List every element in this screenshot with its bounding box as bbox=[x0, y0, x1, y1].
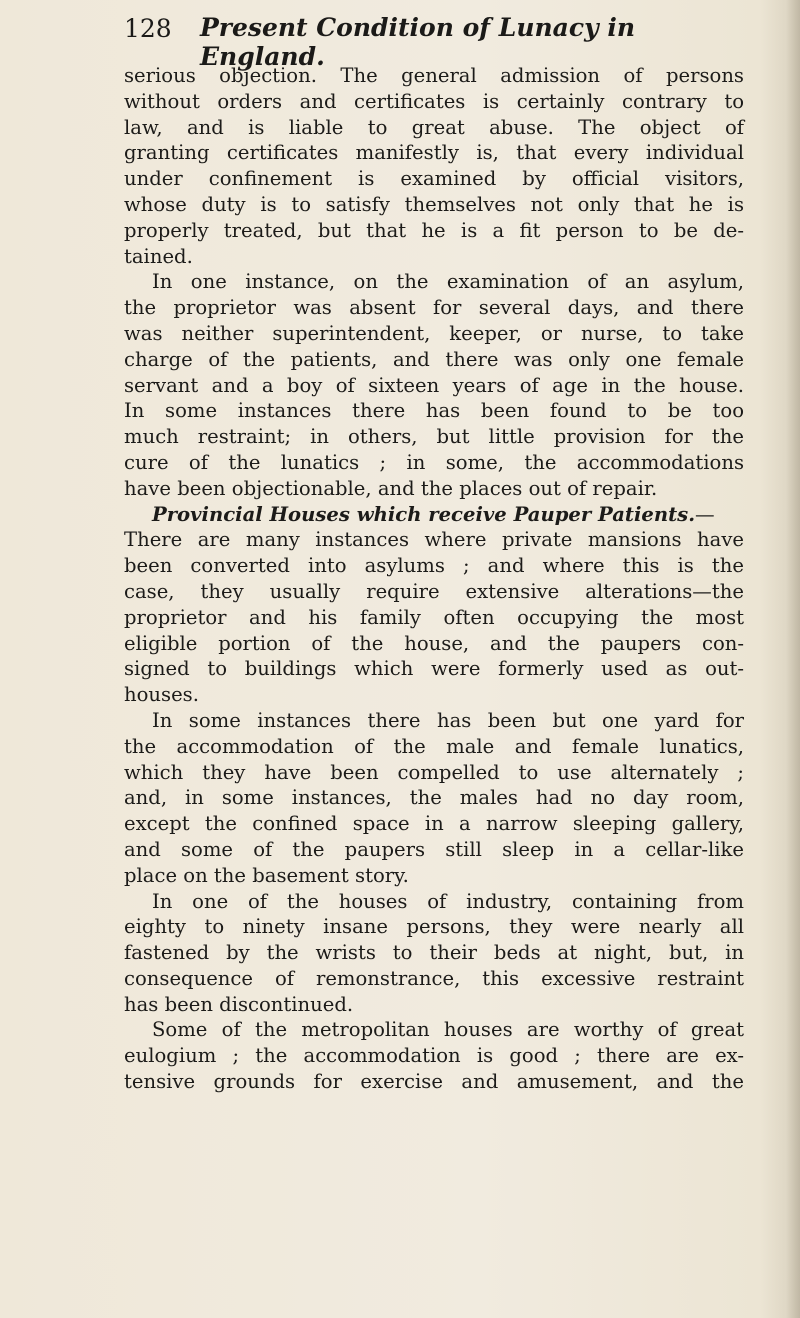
line-text: proprietor and his family often occupying the most bbox=[124, 605, 744, 629]
line-text: much restraint; in others, but little provision for the bbox=[124, 425, 744, 449]
text-line bbox=[124, 734, 744, 760]
text-line bbox=[124, 244, 744, 270]
text-line bbox=[124, 295, 744, 321]
text-line bbox=[124, 347, 744, 373]
text-line bbox=[124, 682, 744, 708]
line-text: eighty to ninety insane persons, they were nearly all bbox=[124, 915, 744, 939]
line-text: without orders and certificates is certainly contrary to bbox=[124, 89, 744, 113]
text-line bbox=[124, 863, 744, 889]
line-text: consequence of remonstrance, this excessive restraint bbox=[124, 966, 744, 990]
line-text: houses. bbox=[124, 683, 199, 707]
line-text: the accommodation of the male and female lunatics, bbox=[124, 734, 744, 758]
page-edge-shadow bbox=[786, 0, 800, 1318]
text-line bbox=[124, 166, 744, 192]
line-text: place on the basement story. bbox=[124, 863, 409, 887]
text-line bbox=[124, 992, 744, 1018]
text-line bbox=[124, 140, 744, 166]
text-line bbox=[124, 476, 744, 502]
page-header bbox=[124, 8, 744, 71]
text-line bbox=[124, 656, 744, 682]
line-text: eligible portion of the house, and the paupers con- bbox=[124, 631, 744, 655]
line-text: serious objection. The general admission of persons bbox=[124, 64, 744, 87]
text-line bbox=[124, 63, 744, 89]
line-text: cure of the lunatics ; in some, the accommodations bbox=[124, 450, 744, 474]
line-text: Some of the metropolitan houses are worthy of great bbox=[152, 1018, 744, 1042]
line-text: eulogium ; the accommodation is good ; there are ex- bbox=[124, 1044, 744, 1068]
line-text: There are many instances where private mansions have bbox=[124, 528, 744, 552]
line-text: properly treated, but that he is a fit person to be de- bbox=[124, 218, 744, 242]
text-line bbox=[124, 502, 744, 528]
text-line bbox=[124, 940, 744, 966]
line-text: granting certificates manifestly is, that every individual bbox=[124, 141, 744, 165]
line-text: been converted into asylums ; and where this is the bbox=[124, 554, 744, 578]
line-text: has been discontinued. bbox=[124, 992, 354, 1016]
line-text: the proprietor was absent for several days, and there bbox=[124, 296, 744, 320]
text-line bbox=[124, 321, 744, 347]
line-text: whose duty is to satisfy themselves not only that he is bbox=[124, 192, 744, 216]
line-text: In some instances there has been but one yard for bbox=[152, 708, 744, 732]
line-text: except the confined space in a narrow sleeping gallery, bbox=[124, 812, 744, 836]
line-text: was neither superintendent, keeper, or nurse, to take bbox=[124, 321, 744, 345]
text-line bbox=[124, 450, 744, 476]
text-line bbox=[124, 115, 744, 141]
text-line bbox=[124, 553, 744, 579]
text-line bbox=[124, 1069, 744, 1095]
page-number: 128 bbox=[124, 14, 172, 43]
line-text: and some of the paupers still sleep in a cellar-like bbox=[124, 837, 744, 861]
line-text: law, and is liable to great abuse. The object of bbox=[124, 115, 744, 139]
line-text: have been objectionable, and the places out of repair. bbox=[124, 476, 658, 500]
text-line bbox=[124, 889, 744, 915]
line-text: tensive grounds for exercise and amusement, and the bbox=[124, 1070, 744, 1094]
text-line bbox=[124, 579, 744, 605]
line-text: signed to buildings which were formerly used as out- bbox=[124, 657, 744, 681]
text-line bbox=[124, 914, 744, 940]
text-line bbox=[124, 785, 744, 811]
section-heading-italic: Provincial Houses which receive Pauper Patients. bbox=[152, 502, 696, 526]
text-line bbox=[124, 398, 744, 424]
text-line bbox=[124, 837, 744, 863]
text-line bbox=[124, 218, 744, 244]
text-line bbox=[124, 605, 744, 631]
line-text: In one of the houses of industry, containing from bbox=[152, 889, 744, 913]
text-line bbox=[124, 373, 744, 399]
body-text bbox=[124, 63, 744, 1095]
text-line bbox=[124, 269, 744, 295]
line-text: — bbox=[695, 502, 715, 526]
text-line bbox=[124, 1043, 744, 1069]
text-line bbox=[124, 527, 744, 553]
line-text: In some instances there has been found to be too bbox=[124, 399, 744, 423]
text-line bbox=[124, 89, 744, 115]
line-text: and, in some instances, the males had no day room, bbox=[124, 786, 744, 810]
text-line bbox=[124, 811, 744, 837]
text-line bbox=[124, 192, 744, 218]
text-line bbox=[124, 708, 744, 734]
running-title: Present Condition of Lunacy in England. bbox=[200, 13, 635, 71]
text-line bbox=[124, 631, 744, 657]
line-text: charge of the patients, and there was only one female bbox=[124, 347, 744, 371]
text-line bbox=[124, 760, 744, 786]
text-line bbox=[124, 966, 744, 992]
line-text: case, they usually require extensive alterations—the bbox=[124, 579, 744, 603]
line-text: under confinement is examined by official visitors, bbox=[124, 167, 744, 191]
text-line bbox=[124, 1017, 744, 1043]
line-text: In one instance, on the examination of an asylum, bbox=[152, 270, 744, 294]
line-text: fastened by the wrists to their beds at night, but, in bbox=[124, 941, 744, 965]
text-line bbox=[124, 424, 744, 450]
line-text: servant and a boy of sixteen years of age in the house. bbox=[124, 373, 744, 397]
line-text: which they have been compelled to use alternately ; bbox=[124, 760, 744, 784]
line-text: tained. bbox=[124, 244, 193, 268]
